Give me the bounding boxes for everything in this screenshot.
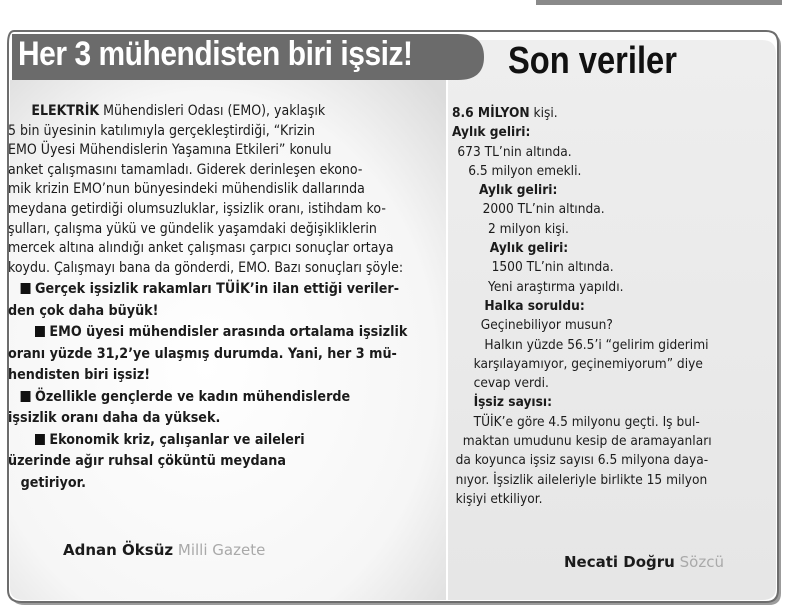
stat-line: karşılayamıyor, geçinemiyorum” diye	[473, 355, 703, 372]
stat-line: TÜİK’e göre 4.5 milyonu geçti. Iş bul-	[473, 413, 700, 430]
finding-line: işsizlik oranı daha da yüksek.	[8, 410, 221, 427]
intro-line: mercek altına alındığı anket çalışması çarpıcı sonuçlar ortaya	[8, 240, 394, 257]
intro-line: meydana getirdiği olumsuzluklar, işsizlik oranı, istihdam ko-	[8, 200, 386, 217]
stat-heading: İşsiz sayısı:	[473, 394, 552, 411]
finding-line: getiriyor.	[20, 474, 86, 491]
bullet-square-icon	[21, 391, 31, 402]
stat-line: 2 milyon kişi.	[488, 220, 569, 237]
right-byline	[564, 553, 724, 571]
intro-paragraph	[8, 102, 448, 278]
lead-word: ELEKTRİK	[31, 103, 100, 119]
intro-line: 5 bin üyesinin katılımıyla gerçekleştirdiği, “Krizin	[8, 122, 315, 139]
stat-line: Geçinebiliyor musun?	[480, 317, 613, 334]
stat-line: 673 TL’nin altında.	[457, 143, 572, 160]
stat-line: cevap verdi.	[473, 375, 549, 392]
stat-line: da koyunca işsiz sayısı 6.5 milyona daya-	[455, 452, 709, 469]
stat-line: 1500 TL’nin altında.	[491, 259, 614, 276]
intro-line: koydu. Çalışmayı bana da gönderdi, EMO. Bazı sonuçları şöyle:	[8, 259, 404, 276]
right-column	[452, 104, 752, 509]
findings-list	[8, 279, 448, 494]
right-author: Necati Doğru	[564, 553, 675, 571]
stat-heading: Aylık geliri:	[479, 182, 558, 199]
intro-line: EMO Üyesi Mühendislerin Yaşamına Etkileri” konulu	[8, 142, 332, 159]
right-headline: Son veriler	[508, 40, 677, 82]
bullet-square-icon	[35, 326, 45, 337]
finding-line: Ekonomik kriz, çalışanlar ve aileleri	[8, 430, 404, 452]
left-author: Adnan Öksüz	[63, 541, 174, 559]
intro-line: ELEKTRİK Mühendisleri Odası (EMO), yaklaşık	[31, 103, 326, 119]
finding-line: Özellikle gençlerde ve kadın mühendislerde	[8, 387, 404, 409]
finding-line: üzerinde ağır ruhsal çöküntü meydana	[8, 453, 287, 470]
stat-heading: Aylık geliri:	[489, 240, 569, 257]
intro-line: şulları, çalışma yükü ve gündelik yaşamdaki değişikliklerin	[8, 220, 377, 237]
finding-line: Gerçek işsizlik rakamları TÜİK’in ilan ettiği veriler-	[8, 279, 404, 301]
stat-line: maktan umudunu kesip de aramayanları	[462, 433, 712, 450]
stat-line: 8.6 MİLYON kişi.	[452, 105, 558, 121]
intro-line: anket çalışmasını tamamladı. Giderek derinleşen ekono-	[8, 161, 363, 178]
left-column	[8, 102, 448, 494]
finding-line: oranı yüzde 31,2’ye ulaşmış durumda. Yani, her 3 mü-	[8, 345, 397, 362]
stat-line: Halkın yüzde 56.5’i “gelirim giderimi	[484, 336, 709, 353]
left-headline: Her 3 mühendisten biri işsiz!	[18, 35, 413, 73]
left-source: Milli Gazete	[177, 541, 266, 559]
stat-heading: Halka soruldu:	[484, 297, 585, 314]
left-byline	[63, 541, 265, 559]
bullet-square-icon	[35, 434, 45, 445]
top-border-strip	[536, 0, 782, 5]
finding-line: hendisten biri işsiz!	[8, 367, 151, 384]
right-source: Sözcü	[679, 553, 724, 571]
intro-line: mik krizin EMO’nun bünyesindeki mühendislik dallarında	[8, 181, 365, 198]
stat-line: Yeni araştırma yapıldı.	[488, 278, 624, 295]
stat-line: 2000 TL’nin altında.	[482, 201, 605, 218]
finding-line: EMO üyesi mühendisler arasında ortalama işsizlik	[8, 322, 404, 344]
stat-line: 6.5 milyon emekli.	[468, 162, 582, 179]
bullet-square-icon	[21, 283, 31, 294]
stat-line: kişiyi etkiliyor.	[455, 490, 543, 507]
finding-line: den çok daha büyük!	[8, 302, 159, 319]
stat-line: nıyor. İşsizlik aileleriyle birlikte 15 milyon	[455, 471, 708, 488]
stat-heading: Aylık geliri:	[452, 124, 531, 141]
